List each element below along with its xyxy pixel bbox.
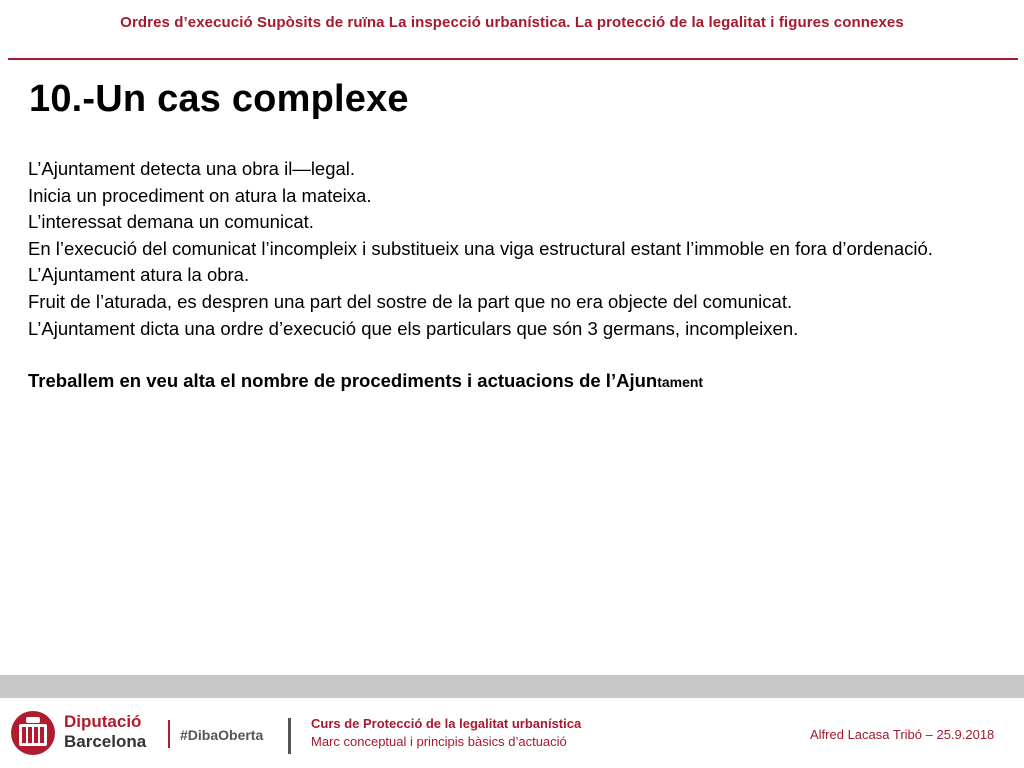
body-line: En l’execució del comunicat l’incompleix i substitueix una viga estructural estant l’immoble en fora d’ordenació. bbox=[28, 237, 933, 259]
course-title: Curs de Protecció de la legalitat urbanística bbox=[311, 716, 582, 731]
slide-header: Ordres d’execució Supòsits de ruïna La inspecció urbanística. La protecció de la legalitat i figures connexes bbox=[120, 14, 904, 31]
org-name-line-2: Barcelona bbox=[64, 732, 147, 751]
slide-body bbox=[28, 156, 988, 396]
footer bbox=[0, 698, 1024, 768]
body-line: Inicia un procediment on atura la mateixa. bbox=[28, 184, 372, 206]
emphasis-line bbox=[28, 368, 988, 396]
course-info bbox=[311, 715, 581, 751]
emphasis-main: Treballem en veu alta el nombre de procediments i actuacions de l’Ajun bbox=[28, 370, 658, 392]
body-line: L’Ajuntament dicta una ordre d’execució que els particulars que són 3 germans, incompleixen. bbox=[28, 317, 799, 339]
logo-separator bbox=[168, 720, 170, 748]
slide-title: 10.-Un cas complexe bbox=[29, 78, 409, 120]
hashtag: #DibaOberta bbox=[180, 727, 264, 743]
footer-band bbox=[0, 675, 1024, 698]
body-line: L’interessat demana un comunicat. bbox=[28, 211, 314, 233]
emphasis-tail: tament bbox=[657, 374, 704, 391]
course-separator bbox=[288, 718, 291, 754]
body-line: L’Ajuntament atura la obra. bbox=[28, 264, 250, 286]
body-line: Fruit de l’aturada, es despren una part del sostre de la part que no era objecte del comunicat. bbox=[28, 290, 793, 312]
author-date: Alfred Lacasa Tribó – 25.9.2018 bbox=[810, 727, 995, 742]
header-divider bbox=[8, 58, 1018, 60]
org-name bbox=[64, 712, 146, 752]
body-line: L’Ajuntament detecta una obra il—legal. bbox=[28, 158, 356, 179]
diputacio-barcelona-logo-icon bbox=[10, 710, 56, 756]
org-name-line-1: Diputació bbox=[64, 712, 142, 731]
paragraph-gap bbox=[28, 342, 988, 368]
course-subtitle: Marc conceptual i principis bàsics d’actuació bbox=[311, 734, 567, 749]
